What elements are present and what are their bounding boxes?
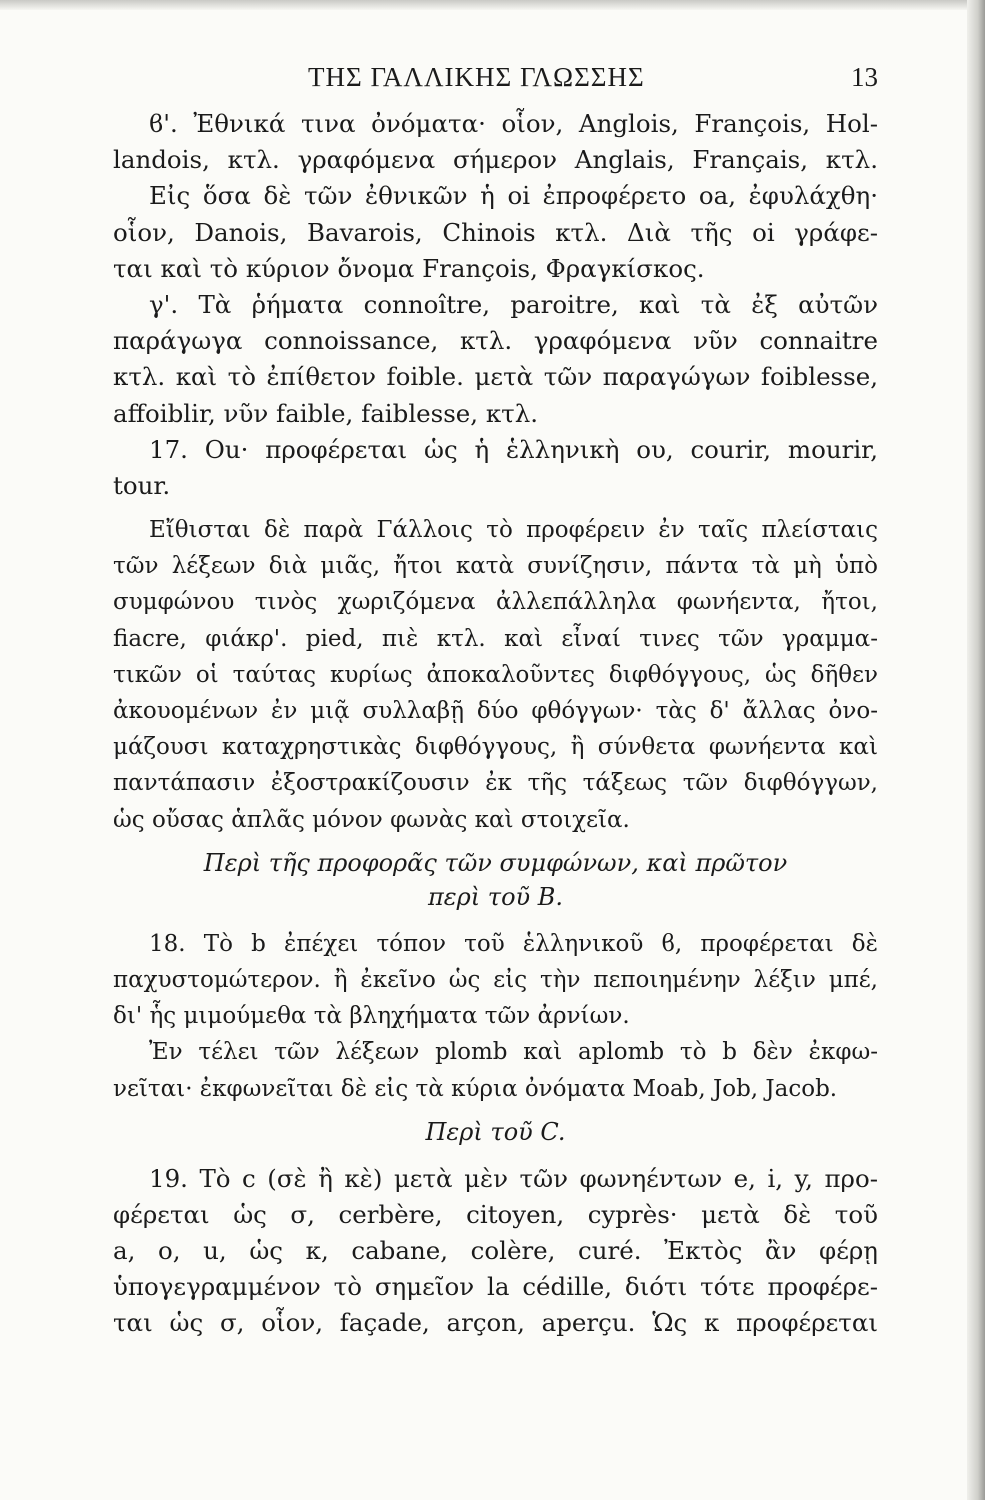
text-line: 17. Ou· προφέρεται ὡς ἡ ἑλληνικὴ ου, courir, mourir,	[149, 434, 878, 464]
page-body	[113, 106, 878, 1342]
paragraph-beta	[113, 106, 878, 287]
paragraph-17-note	[113, 512, 878, 838]
text-line: 19. Τὸ c (σὲ ἢ κὲ) μετὰ μὲν τῶν φωνηέντων e, i, y, προ-	[149, 1163, 878, 1193]
text-line: δι' ἧς μιμούμεθα τὰ βληχήματα τῶν ἀρνίων.	[113, 1003, 630, 1030]
text-line: φέρεται ὡς σ, cerbère, citoyen, cyprès· μετὰ δὲ τοῦ	[113, 1199, 878, 1229]
paragraph-17	[113, 432, 878, 504]
text-line: fiacre, φιάκρ'. pied, πιὲ κτλ. καὶ εἶναί τινες τῶν γραμμα-	[113, 625, 878, 652]
paragraph-gamma	[113, 287, 878, 432]
section-heading-consonants	[113, 846, 878, 914]
text-line: a, o, u, ὡς κ, cabane, colère, curé. Ἐκτὸς ἂν φέρῃ	[113, 1236, 878, 1266]
page-right-edge	[967, 0, 985, 1500]
text-line: affoiblir, νῦν faible, faiblesse, κτλ.	[113, 398, 539, 428]
paragraph-18-note	[113, 1034, 878, 1106]
text-line: ὡς οὔσας ἁπλᾶς μόνον φωνὰς καὶ στοιχεῖα.	[113, 806, 630, 833]
paragraph-19	[113, 1161, 878, 1342]
section-heading-c: Περὶ τοῦ C.	[425, 1117, 566, 1146]
text-line: landois, κτλ. γραφόμενα σήμερον Anglais, Français, κτλ.	[113, 145, 878, 175]
text-line: γ'. Τὰ ῥήματα connoître, paroitre, καὶ τὰ ἐξ αὐτῶν	[149, 289, 878, 319]
text-line: οἷον, Danois, Bavarois, Chinois κτλ. Διὰ τῆς oi γράφε-	[113, 217, 878, 247]
text-line: τῶν λέξεων διὰ μιᾶς, ἤτοι κατὰ συνίζησιν, πάντα τὰ μὴ ὑπὸ	[113, 553, 878, 580]
text-line: Εἰς ὅσα δὲ τῶν ἐθνικῶν ἡ oi ἐπροφέρετο oa, ἐφυλάχθη·	[149, 181, 878, 211]
text-line: μάζουσι καταχρηστικὰς διφθόγγους, ἢ σύνθετα φωνήεντα καὶ	[113, 734, 878, 761]
text-line: ται ὡς σ, οἷον, façade, arçon, aperçu. Ὡς κ προφέρεται	[113, 1308, 878, 1338]
text-line: συμφώνου τινὸς χωριζόμενα ἀλλεπάλληλα φωνήεντα, ἤτοι,	[113, 589, 878, 616]
text-line: νεῖται· ἐκφωνεῖται δὲ εἰς τὰ κύρια ὀνόματα Moab, Job, Jacob.	[113, 1075, 838, 1102]
text-line: ϐ'. Ἐθνικά τινα ὀνόματα· οἷον, Anglois, François, Hol-	[149, 109, 878, 138]
text-line: Εἴθισται δὲ παρὰ Γάλλοις τὸ προφέρειν ἐν ταῖς πλείσταις	[149, 517, 878, 544]
text-line: ἀκουομένων ἐν μιᾷ συλλαβῇ δύο φθόγγων· τὰς δ' ἄλλας ὀνο-	[113, 698, 878, 724]
text-line: Ἐν τέλει τῶν λέξεων plomb καὶ aplomb τὸ b δὲν ἐκφω-	[149, 1039, 878, 1066]
text-line: παράγωγα connoissance, κτλ. γραφόμενα νῦν connaitre	[113, 326, 878, 356]
text-line: tour.	[113, 470, 171, 500]
text-line: παχυστομώτερον. ἢ ἐκεῖνο ὡς εἰς τὴν πεποιημένην λέξιν μπέ,	[113, 966, 878, 993]
page-number: 13	[851, 62, 878, 92]
paragraph-18	[113, 926, 878, 1035]
text-line: 18. Τὸ b ἐπέχει τόπον τοῦ ἑλληνικοῦ ϐ, προφέρεται δὲ	[149, 930, 878, 957]
running-title: ΤΗΣ ΓΑΛΛΙΚΗΣ ΓΛΩΣΣΗΣ	[308, 62, 645, 92]
text-line: ται καὶ τὸ κύριον ὄνομα François, Φραγκίσκος.	[113, 253, 705, 283]
heading-line: Περὶ τῆς προφορᾶς τῶν συμφώνων, καὶ πρῶτον	[203, 848, 788, 877]
text-line: παντάπασιν ἐξοστρακίζουσιν ἐκ τῆς τάξεως τῶν διφθόγγων,	[113, 770, 878, 797]
page-top-edge	[0, 0, 985, 10]
heading-line: περὶ τοῦ B.	[427, 882, 563, 911]
text-line: κτλ. καὶ τὸ ἐπίθετον foible. μετὰ τῶν παραγώγων foiblesse,	[113, 362, 878, 392]
text-line: ὑπογεγραμμένον τὸ σημεῖον la cédille, διότι τότε προφέρε-	[113, 1272, 878, 1302]
page-header	[113, 62, 878, 102]
text-line: τικῶν οἱ ταύτας κυρίως ἀποκαλοῦντες διφθόγγους, ὡς δῆθεν	[113, 661, 878, 688]
